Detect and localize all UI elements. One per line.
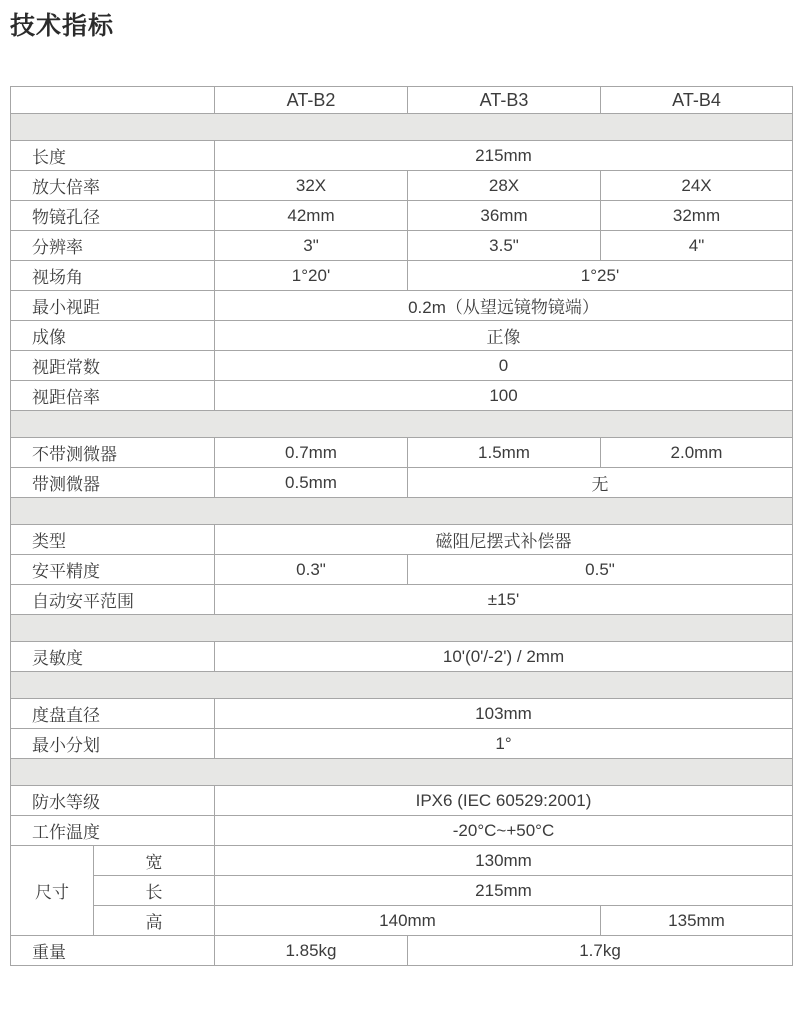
value-fov-b3b4: 1°25' bbox=[408, 261, 793, 291]
section-separator bbox=[11, 114, 793, 141]
page-title: 技术指标 bbox=[10, 12, 115, 40]
label-magnification: 放大倍率 bbox=[11, 171, 215, 201]
value-min-graduation: 1° bbox=[215, 729, 793, 759]
value-dimension-height-b2b3: 140mm bbox=[215, 906, 601, 936]
label-leveling-accuracy: 安平精度 bbox=[11, 555, 215, 585]
value-with-micrometer-b3b4: 无 bbox=[408, 468, 793, 498]
label-aperture: 物镜孔径 bbox=[11, 201, 215, 231]
value-dimension-length: 215mm bbox=[215, 876, 793, 906]
value-dimension-height-b4: 135mm bbox=[601, 906, 793, 936]
value-stadia-ratio: 100 bbox=[215, 381, 793, 411]
value-magnification-b3: 28X bbox=[408, 171, 601, 201]
separator-band bbox=[11, 114, 793, 141]
label-dimension-length: 长 bbox=[94, 876, 215, 906]
label-circle-diameter: 度盘直径 bbox=[11, 699, 215, 729]
label-waterproof: 防水等级 bbox=[11, 786, 215, 816]
section-separator bbox=[11, 411, 793, 438]
header-model-at-b2: AT-B2 bbox=[215, 87, 408, 114]
row-image bbox=[11, 321, 793, 351]
section-separator bbox=[11, 615, 793, 642]
row-dimension-length bbox=[11, 876, 793, 906]
value-leveling-range: ±15' bbox=[215, 585, 793, 615]
label-dimension-height: 高 bbox=[94, 906, 215, 936]
spec-table bbox=[10, 86, 793, 966]
value-aperture-b4: 32mm bbox=[601, 201, 793, 231]
value-aperture-b2: 42mm bbox=[215, 201, 408, 231]
value-circle-diameter: 103mm bbox=[215, 699, 793, 729]
label-min-graduation: 最小分划 bbox=[11, 729, 215, 759]
row-working-temp bbox=[11, 816, 793, 846]
row-min-graduation bbox=[11, 729, 793, 759]
row-stadia-constant bbox=[11, 351, 793, 381]
row-sensitivity bbox=[11, 642, 793, 672]
label-working-temp: 工作温度 bbox=[11, 816, 215, 846]
label-stadia-constant: 视距常数 bbox=[11, 351, 215, 381]
row-magnification bbox=[11, 171, 793, 201]
row-no-micrometer bbox=[11, 438, 793, 468]
value-weight-b3b4: 1.7kg bbox=[408, 936, 793, 966]
value-dimension-width: 130mm bbox=[215, 846, 793, 876]
row-length bbox=[11, 141, 793, 171]
value-length: 215mm bbox=[215, 141, 793, 171]
label-weight: 重量 bbox=[11, 936, 215, 966]
value-stadia-constant: 0 bbox=[215, 351, 793, 381]
value-no-micrometer-b3: 1.5mm bbox=[408, 438, 601, 468]
header-row bbox=[11, 87, 793, 114]
label-min-focus: 最小视距 bbox=[11, 291, 215, 321]
value-min-focus: 0.2m（从望远镜物镜端） bbox=[215, 291, 793, 321]
label-stadia-ratio: 视距倍率 bbox=[11, 381, 215, 411]
value-no-micrometer-b2: 0.7mm bbox=[215, 438, 408, 468]
label-fov: 视场角 bbox=[11, 261, 215, 291]
value-aperture-b3: 36mm bbox=[408, 201, 601, 231]
label-compensator-type: 类型 bbox=[11, 525, 215, 555]
label-length: 长度 bbox=[11, 141, 215, 171]
value-weight-b2: 1.85kg bbox=[215, 936, 408, 966]
label-dimension-width: 宽 bbox=[94, 846, 215, 876]
section-separator bbox=[11, 759, 793, 786]
section-separator bbox=[11, 498, 793, 525]
value-fov-b2: 1°20' bbox=[215, 261, 408, 291]
row-weight bbox=[11, 936, 793, 966]
separator-band bbox=[11, 615, 793, 642]
header-empty-cell bbox=[11, 87, 215, 114]
value-waterproof: IPX6 (IEC 60529:2001) bbox=[215, 786, 793, 816]
label-dimensions-group: 尺寸 bbox=[11, 846, 94, 936]
section-separator bbox=[11, 672, 793, 699]
row-waterproof bbox=[11, 786, 793, 816]
separator-band bbox=[11, 411, 793, 438]
row-with-micrometer bbox=[11, 468, 793, 498]
value-resolution-b4: 4" bbox=[601, 231, 793, 261]
value-image: 正像 bbox=[215, 321, 793, 351]
row-dimension-width bbox=[11, 846, 793, 876]
row-fov bbox=[11, 261, 793, 291]
label-leveling-range: 自动安平范围 bbox=[11, 585, 215, 615]
row-compensator-type bbox=[11, 525, 793, 555]
separator-band bbox=[11, 672, 793, 699]
value-leveling-accuracy-b2: 0.3" bbox=[215, 555, 408, 585]
row-resolution bbox=[11, 231, 793, 261]
value-resolution-b3: 3.5" bbox=[408, 231, 601, 261]
label-sensitivity: 灵敏度 bbox=[11, 642, 215, 672]
row-aperture bbox=[11, 201, 793, 231]
row-stadia-ratio bbox=[11, 381, 793, 411]
row-leveling-range bbox=[11, 585, 793, 615]
value-compensator-type: 磁阻尼摆式补偿器 bbox=[215, 525, 793, 555]
label-with-micrometer: 带测微器 bbox=[11, 468, 215, 498]
label-no-micrometer: 不带测微器 bbox=[11, 438, 215, 468]
value-resolution-b2: 3" bbox=[215, 231, 408, 261]
value-magnification-b2: 32X bbox=[215, 171, 408, 201]
separator-band bbox=[11, 498, 793, 525]
header-model-at-b4: AT-B4 bbox=[601, 87, 793, 114]
row-leveling-accuracy bbox=[11, 555, 793, 585]
value-no-micrometer-b4: 2.0mm bbox=[601, 438, 793, 468]
value-with-micrometer-b2: 0.5mm bbox=[215, 468, 408, 498]
value-sensitivity: 10'(0'/-2') / 2mm bbox=[215, 642, 793, 672]
value-leveling-accuracy-b3b4: 0.5" bbox=[408, 555, 793, 585]
header-model-at-b3: AT-B3 bbox=[408, 87, 601, 114]
row-dimension-height bbox=[11, 906, 793, 936]
label-image: 成像 bbox=[11, 321, 215, 351]
label-resolution: 分辨率 bbox=[11, 231, 215, 261]
row-min-focus bbox=[11, 291, 793, 321]
separator-band bbox=[11, 759, 793, 786]
value-working-temp: -20°C~+50°C bbox=[215, 816, 793, 846]
value-magnification-b4: 24X bbox=[601, 171, 793, 201]
row-circle-diameter bbox=[11, 699, 793, 729]
